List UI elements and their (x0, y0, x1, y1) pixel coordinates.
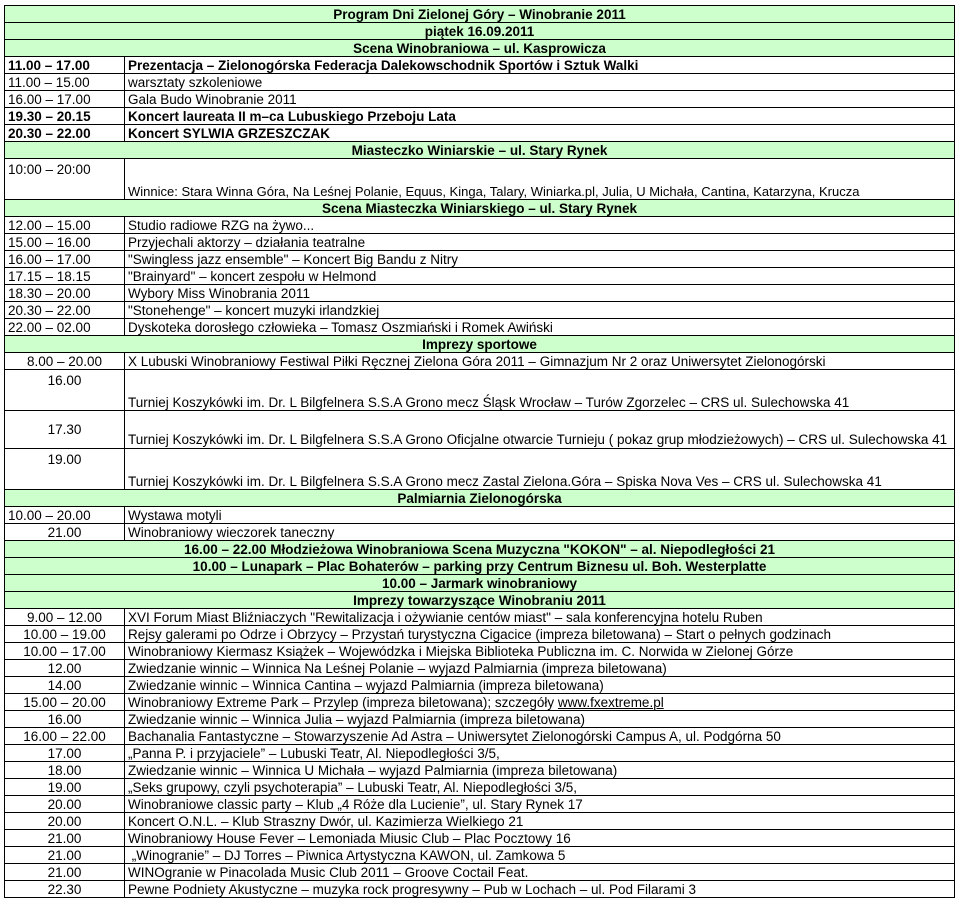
section-heading: Palmiarnia Zielonogórska (5, 490, 955, 507)
event-time: 15.00 – 16.00 (5, 234, 125, 251)
event-time: 18.00 (5, 762, 125, 779)
event-time: 12.00 – 15.00 (5, 217, 125, 234)
event-time: 12.00 (5, 660, 125, 677)
table-row (5, 411, 955, 449)
section-heading-row (5, 336, 955, 353)
banner-kokon: 16.00 – 22.00 Młodzieżowa Winobraniowa Scena Muzyczna "KOKON" – al. Niepodległości 21 (5, 541, 955, 558)
table-row (5, 285, 955, 302)
table-row (5, 694, 955, 711)
table-row (5, 251, 955, 268)
table-row (5, 74, 955, 91)
event-description: XVI Forum Miast Bliźniaczych "Rewitalizacja i ożywianie centów miast" – sala konferencyjna hotelu Ruben (125, 609, 955, 626)
event-description: Winobraniowy Kiermasz Książek – Wojewódzka i Miejska Biblioteka Publiczna im. C. Norwida w Zielonej Górze (125, 643, 955, 660)
event-description: „Seks grupowy, czyli psychoterapia” – Lubuski Teatr, Al. Niepodległości 3/5, (125, 779, 955, 796)
event-description: Turniej Koszykówki im. Dr. L Bilgfelnera S.S.A Grono Oficjalne otwarcie Turnieju ( pokaz grup młodzieżowych) – CRS ul. Sulechowska 41 (125, 411, 955, 449)
event-time: 17.30 (5, 411, 125, 449)
extreme-park-text: Winobraniowy Extreme Park – Przylep (impreza biletowana); szczegóły (128, 695, 558, 710)
banner-lunapark: 10.00 – Lunapark – Plac Bohaterów – parking przy Centrum Biznesu ul. Boh. Westerplatte (5, 558, 955, 575)
table-row (5, 779, 955, 796)
event-description: X Lubuski Winobraniowy Festiwal Piłki Ręcznej Zielona Góra 2011 – Gimnazjum Nr 2 oraz Uniwersytet Zielonogórski (125, 353, 955, 370)
table-row (5, 728, 955, 745)
table-row (5, 57, 955, 74)
event-description: Zwiedzanie winnic – Winnica Na Leśnej Polanie – wyjazd Palmiarnia (impreza biletowana) (125, 660, 955, 677)
event-description: Bachanalia Fantastyczne – Stowarzyszenie Ad Astra – Uniwersytet Zielonogórski Campus A, ul. Podgórna 50 (125, 728, 955, 745)
table-row (5, 626, 955, 643)
event-time: 10.00 – 20.00 (5, 507, 125, 524)
event-description: „Panna P. i przyjaciele” – Lubuski Teatr, Al. Niepodległości 3/5, (125, 745, 955, 762)
section-heading-row (5, 490, 955, 507)
event-description: Koncert laureata II m–ca Lubuskiego Przeboju Lata (125, 108, 955, 125)
table-row (5, 234, 955, 251)
event-time: 21.00 (5, 830, 125, 847)
section-heading-row (5, 200, 955, 217)
section-heading: Miasteczko Winiarskie – ul. Stary Rynek (5, 142, 955, 159)
banner-jarmark: 10.00 – Jarmark winobraniowy (5, 575, 955, 592)
event-description (125, 694, 955, 711)
table-row (5, 796, 955, 813)
event-time: 19.30 – 20.15 (5, 108, 125, 125)
event-time: 19.00 (5, 449, 125, 490)
table-row (5, 91, 955, 108)
event-description: Turniej Koszykówki im. Dr. L Bilgfelnera S.S.A Grono mecz Zastal Zielona.Góra – Spiska Nova Ves – CRS ul. Sulechowska 41 (125, 449, 955, 490)
event-description: WINOgranie w Pinacolada Music Club 2011 – Groove Coctail Feat. (125, 864, 955, 881)
event-time: 22.00 – 02.00 (5, 319, 125, 336)
section-heading-row (5, 40, 955, 57)
event-time: 20.00 (5, 813, 125, 830)
table-row (5, 159, 955, 200)
event-description: Pewne Podniety Akustyczne – muzyka rock progresywny – Pub w Lochach – ul. Pod Filarami 3 (125, 881, 955, 898)
table-row (5, 268, 955, 285)
table-row (5, 449, 955, 490)
event-description: Rejsy galerami po Odrze i Obrzycy – Przystań turystyczna Cigacice (impreza biletowana) – Start o pełnych godzinach (125, 626, 955, 643)
table-row (5, 609, 955, 626)
event-description: "Swingless jazz ensemble" – Koncert Big Bandu z Nitry (125, 251, 955, 268)
table-row (5, 353, 955, 370)
title-row (5, 6, 955, 23)
event-description: Turniej Koszykówki im. Dr. L Bilgfelnera S.S.A Grono mecz Śląsk Wrocław – Turów Zgorzelec – CRS ul. Sulechowska 41 (125, 370, 955, 411)
event-time: 16.00 – 17.00 (5, 251, 125, 268)
event-description: Koncert SYLWIA GRZESZCZAK (125, 125, 955, 142)
event-description: Zwiedzanie winnic – Winnica Cantina – wyjazd Palmiarnia (impreza biletowana) (125, 677, 955, 694)
event-description: Wybory Miss Winobrania 2011 (125, 285, 955, 302)
event-description: Wystawa motyli (125, 507, 955, 524)
event-description: Prezentacja – Zielonogórska Federacja Dalekowschodnik Sportów i Sztuk Walki (125, 57, 955, 74)
event-time: 14.00 (5, 677, 125, 694)
event-description: Dyskoteka dorosłego człowieka – Tomasz Oszmiański i Romek Awiński (125, 319, 955, 336)
event-description: Koncert O.N.L. – Klub Straszny Dwór, ul. Kazimierza Wielkiego 21 (125, 813, 955, 830)
event-time: 22.30 (5, 881, 125, 898)
event-time: 21.00 (5, 524, 125, 541)
event-description: Winobraniowy wieczorek taneczny (125, 524, 955, 541)
event-description: Winobraniowe classic party – Klub „4 Róże dla Lucienie”, ul. Stary Rynek 17 (125, 796, 955, 813)
program-title: Program Dni Zielonej Góry – Winobranie 2011 (5, 6, 955, 23)
event-time: 17.00 (5, 745, 125, 762)
event-time: 16.00 (5, 711, 125, 728)
event-description: Gala Budo Winobranie 2011 (125, 91, 955, 108)
event-description: Studio radiowe RZG na żywo... (125, 217, 955, 234)
event-description: Winobraniowy House Fever – Lemoniada Miusic Club – Plac Pocztowy 16 (125, 830, 955, 847)
table-row (5, 881, 955, 898)
table-row (5, 864, 955, 881)
event-time: 10.00 – 19.00 (5, 626, 125, 643)
event-time: 19.00 (5, 779, 125, 796)
table-row (5, 302, 955, 319)
event-time: 21.00 (5, 864, 125, 881)
date-row (5, 23, 955, 40)
event-description: Przyjechali aktorzy – działania teatralne (125, 234, 955, 251)
event-description: "Brainyard" – koncert zespołu w Helmond (125, 268, 955, 285)
event-time: 20.30 – 22.00 (5, 125, 125, 142)
table-row (5, 125, 955, 142)
event-description: warsztaty szkoleniowe (125, 74, 955, 91)
table-row (5, 745, 955, 762)
event-description: „Winogranie” – DJ Torres – Piwnica Artystyczna KAWON, ul. Zamkowa 5 (125, 847, 955, 864)
event-time: 16.00 – 22.00 (5, 728, 125, 745)
program-sheet (4, 5, 954, 898)
event-time: 17.15 – 18.15 (5, 268, 125, 285)
event-description: Zwiedzanie winnic – Winnica Julia – wyjazd Palmiarnia (impreza biletowana) (125, 711, 955, 728)
section-heading: Scena Winobraniowa – ul. Kasprowicza (5, 40, 955, 57)
event-time: 10.00 – 17.00 (5, 643, 125, 660)
event-time: 11.00 – 15.00 (5, 74, 125, 91)
event-time: 10:00 – 20:00 (5, 159, 125, 200)
event-time: 8.00 – 20.00 (5, 353, 125, 370)
table-row (5, 643, 955, 660)
event-time: 20.30 – 22.00 (5, 302, 125, 319)
table-row (5, 762, 955, 779)
event-time: 18.30 – 20.00 (5, 285, 125, 302)
banner-row (5, 575, 955, 592)
event-description: Winnice: Stara Winna Góra, Na Leśnej Polanie, Equus, Kinga, Talary, Winiarka.pl, Julia, U Michała, Cantina, Katarzyna, Krucza (125, 159, 955, 200)
table-row (5, 813, 955, 830)
table-row (5, 524, 955, 541)
event-time: 16.00 (5, 370, 125, 411)
program-table (4, 5, 955, 898)
section-heading: Scena Miasteczka Winiarskiego – ul. Stary Rynek (5, 200, 955, 217)
event-time: 16.00 – 17.00 (5, 91, 125, 108)
event-time: 21.00 (5, 847, 125, 864)
table-row (5, 711, 955, 728)
section-heading-row (5, 142, 955, 159)
table-row (5, 217, 955, 234)
table-row (5, 108, 955, 125)
event-time: 20.00 (5, 796, 125, 813)
section-heading: Imprezy towarzyszące Winobraniu 2011 (5, 592, 955, 609)
table-row (5, 830, 955, 847)
event-time: 15.00 – 20.00 (5, 694, 125, 711)
table-row (5, 507, 955, 524)
table-row (5, 319, 955, 336)
table-row (5, 677, 955, 694)
table-row (5, 847, 955, 864)
table-row (5, 660, 955, 677)
section-heading: Imprezy sportowe (5, 336, 955, 353)
section-heading-row (5, 592, 955, 609)
event-description: "Stonehenge" – koncert muzyki irlandzkiej (125, 302, 955, 319)
program-date: piątek 16.09.2011 (5, 23, 955, 40)
banner-row (5, 558, 955, 575)
table-row (5, 370, 955, 411)
fxextreme-link[interactable]: www.fxextreme.pl (557, 695, 664, 710)
banner-row (5, 541, 955, 558)
event-time: 11.00 – 17.00 (5, 57, 125, 74)
event-time: 9.00 – 12.00 (5, 609, 125, 626)
event-description: Zwiedzanie winnic – Winnica U Michała – wyjazd Palmiarnia (impreza biletowana) (125, 762, 955, 779)
